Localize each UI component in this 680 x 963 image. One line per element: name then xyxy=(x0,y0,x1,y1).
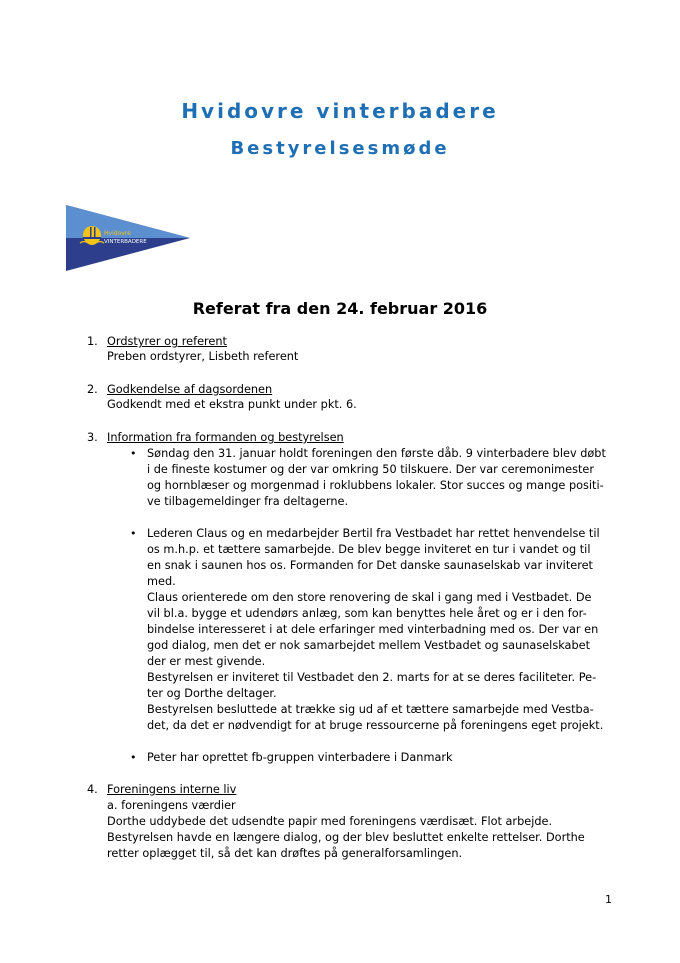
item-line: Dorthe uddybede det udsendte papir med foreningens værdisæt. Flot arbejde. xyxy=(107,815,553,828)
item-title: Ordstyrer og referent xyxy=(107,335,227,348)
item-title: Godkendelse af dagsordenen xyxy=(107,383,273,396)
bullet-marker: • xyxy=(130,527,137,540)
bullet-line: der er mest givende. xyxy=(147,655,266,668)
club-logo xyxy=(66,205,190,271)
document-title: Hvidovre vinterbadere xyxy=(181,99,499,123)
bullet-line: Lederen Claus og en medarbejder Bertil fra Vestbadet har rettet henvendelse til xyxy=(147,527,600,540)
bullet-line: Bestyrelsen besluttede at trække sig ud af et tættere samarbejde med Vestba- xyxy=(147,703,594,716)
page-number: 1 xyxy=(605,893,612,906)
bullet-line: os m.h.p. et tættere samarbejde. De blev begge inviteret en tur i vandet og til xyxy=(147,543,591,556)
item-title: Foreningens interne liv xyxy=(107,783,237,796)
item-line: Bestyrelsen havde en længere dialog, og der blev besluttet enkelte rettelser. Dorthe xyxy=(107,831,585,844)
minutes-heading: Referat fra den 24. februar 2016 xyxy=(192,299,488,318)
item-title: Information fra formanden og bestyrelsen xyxy=(107,431,344,444)
document-subtitle: Bestyrelsesmøde xyxy=(230,138,450,159)
bullet-line: Peter har oprettet fb-gruppen vinterbadere i Danmark xyxy=(147,751,453,764)
logo-text-top: Hvidovre xyxy=(104,230,131,237)
bullet-line: i de fineste kostumer og der var omkring 50 tilskuere. Der var ceremonimester xyxy=(147,463,594,476)
item-number: 2. xyxy=(87,383,98,396)
item-number: 3. xyxy=(87,431,98,444)
item-line: a. foreningens værdier xyxy=(107,799,236,812)
item-body: Preben ordstyrer, Lisbeth referent xyxy=(107,350,299,363)
bullet-marker: • xyxy=(130,751,137,764)
bullet-marker: • xyxy=(130,447,137,460)
bullet-line: vil bl.a. bygge et udendørs anlæg, som kan benyttes hele året og er i den for- xyxy=(147,607,587,620)
item-line: retter oplægget til, så det kan drøftes på generalforsamlingen. xyxy=(107,847,463,860)
bullet-line: bindelse interesseret i at dele erfaringer med vinterbadning med os. Der var en xyxy=(147,623,599,636)
bullet-line: ve tilbagemeldinger fra deltagerne. xyxy=(147,495,349,508)
bullet-line: Søndag den 31. januar holdt foreningen den første dåb. 9 vinterbadere blev døbt xyxy=(147,447,606,460)
bullet-line: det, da det er nødvendigt for at bruge ressourcerne på foreningens eget projekt. xyxy=(147,719,604,732)
logo-text-bottom: VINTERBADERE xyxy=(104,239,147,245)
bullet-line: Claus orienterede om den store renovering de skal i gang med i Vestbadet. De xyxy=(147,591,592,604)
item-number: 4. xyxy=(87,783,98,796)
bullet-line: og hornblæser og morgenmad i roklubbens lokaler. Stor succes og mange positi- xyxy=(147,479,604,492)
bullet-line: en snak i saunen hos os. Formanden for Det danske saunaselskab var inviteret xyxy=(147,559,593,572)
bullet-line: ter og Dorthe deltager. xyxy=(147,687,277,700)
bullet-line: god dialog, men det er nok samarbejdet mellem Vestbadet og saunaselskabet xyxy=(147,639,591,652)
item-number: 1. xyxy=(87,335,98,348)
bullet-line: med. xyxy=(147,575,176,588)
item-body: Godkendt med et ekstra punkt under pkt. 6. xyxy=(107,398,357,411)
bullet-line: Bestyrelsen er inviteret til Vestbadet den 2. marts for at se deres faciliteter. Pe- xyxy=(147,671,597,684)
